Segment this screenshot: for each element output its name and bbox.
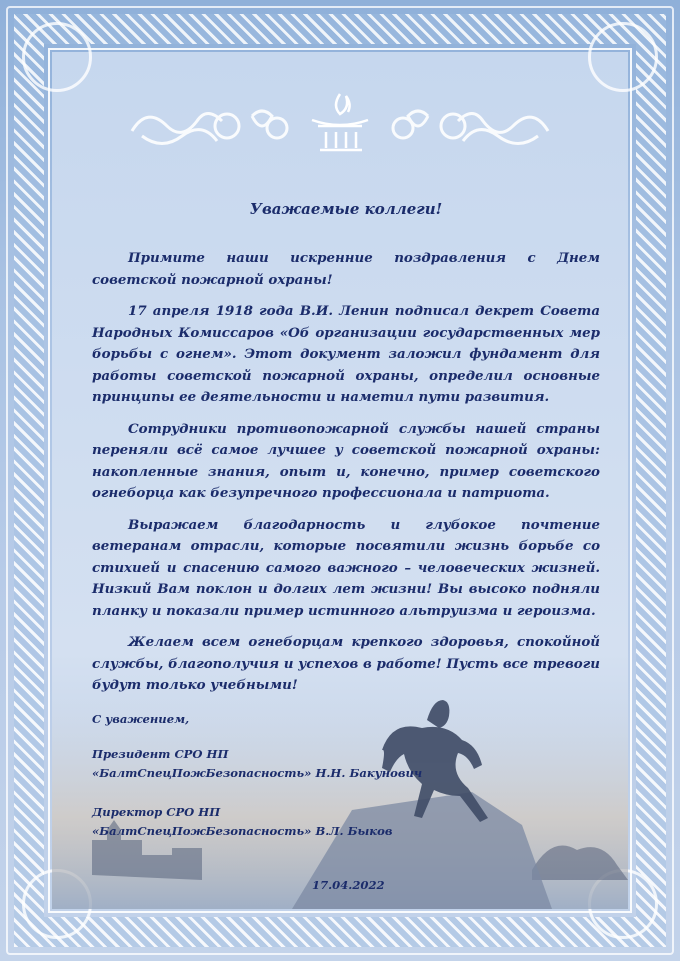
letter-paragraph: Сотрудники противопожарной службы нашей страны переняли всё самое лучшее у советской пожарной охраны: накопленные знания, опыт и, конечно, пример советского огнеборца как безупречного профессионала и патриота. (92, 420, 600, 501)
greeting-heading: Уважаемые коллеги! (249, 200, 443, 218)
corner-ornament-icon (588, 22, 658, 92)
signer-president (92, 745, 422, 783)
scroll-ornament-icon (393, 111, 548, 144)
scroll-ornament-icon (132, 111, 287, 144)
signer-director (92, 803, 393, 841)
letter-date: 17.04.2022 (312, 878, 385, 892)
signer-name: «БалтСпецПожБезопасность» Н.Н. Бакунович (92, 766, 423, 780)
letter-paragraph: Желаем всем огнеборцам крепкого здоровья, спокойной службы, благополучия и успехов в работе! Пусть все тревоги будут только учебными! (92, 634, 600, 693)
signer-title: Директор СРО НП (92, 805, 221, 819)
header-ornament (52, 86, 628, 166)
letter-paragraph: Выражаем благодарность и глубокое почтение ветеранам отрасли, которые посвятили жизнь борьбе со стихией и спасению самого важного – человеческих жизней. Низкий Вам поклон и долгих лет жизни! Вы высоко подняли планку и показали пример истинного альтруизма и героизма. (92, 516, 600, 619)
signer-name: «БалтСпецПожБезопасность» В.Л. Быков (92, 824, 393, 838)
signer-title: Президент СРО НП (92, 747, 229, 761)
closing-text: С уважением, (92, 712, 190, 726)
letter-paragraph: 17 апреля 1918 года В.И. Ленин подписал декрет Совета Народных Комиссаров «Об организации государственных мер борьбы с огнем». Этот документ заложил фундамент для работы советской пожарной охраны, определил основные принципы ее деятельности и наметил пути развития. (92, 303, 600, 405)
corner-ornament-icon (22, 22, 92, 92)
fire-bowl-logo-icon (312, 94, 368, 150)
letter-paragraph: Примите наши искренние поздравления с Днем советской пожарной охраны! (92, 250, 600, 288)
letter-body (92, 200, 600, 707)
